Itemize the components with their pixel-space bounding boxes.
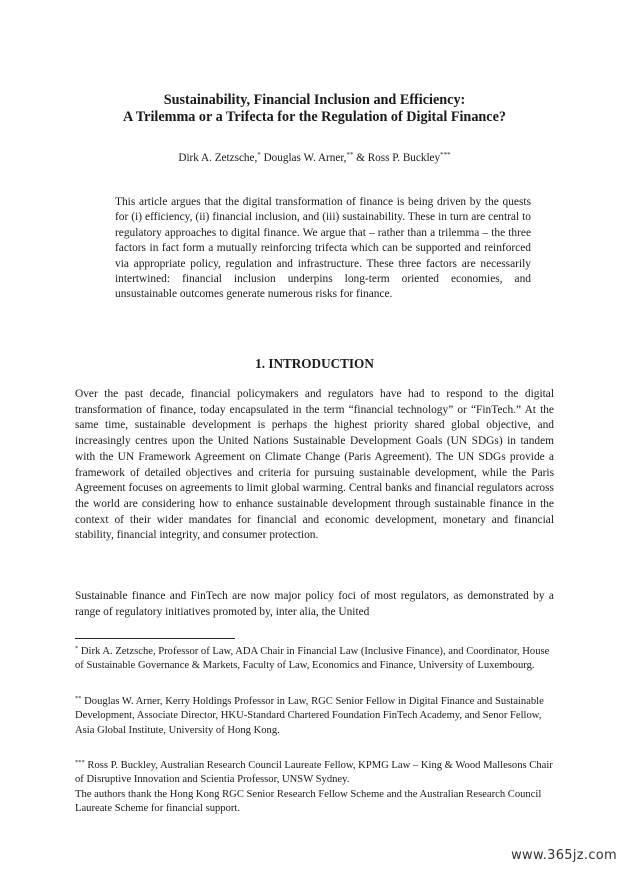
footnote-1 (75, 645, 554, 674)
title-line-2: A Trilemma or a Trifecta for the Regulation of Digital Finance? (122, 109, 506, 125)
footnote-3-mark: *** (75, 759, 85, 766)
footnote-1-text: Dirk A. Zetzsche, Professor of Law, ADA Chair in Financial Law (Inclusive Finance), and Coordinator, House of Sustainable Governance & Markets, Faculty of Law, Economics and Finance, University of Luxembourg. (75, 646, 550, 672)
body-paragraph-2: Sustainable finance and FinTech are now major policy foci of most regulators, as demonstrated by a range of regulatory initiatives promoted by, inter alia, the United (75, 590, 554, 618)
author-buckley: & Ross P. Buckley (353, 152, 441, 164)
author-arner: Douglas W. Arner, (260, 152, 347, 164)
footnote-mark-2: ** (346, 151, 354, 159)
title-line-1: Sustainability, Financial Inclusion and Efficiency: (163, 92, 466, 108)
footnote-divider (75, 638, 235, 639)
footnote-mark-1: * (257, 151, 261, 159)
author-zetzsche: Dirk A. Zetzsche, (178, 152, 258, 164)
footnote-3-text: Ross P. Buckley, Australian Research Council Laureate Fellow, KPMG Law – King & Wood Mallesons Chair of Disruptive Innovation and Scientia Professor, UNSW Sydney. (75, 760, 553, 786)
section-heading-introduction: 1. INTRODUCTION (255, 356, 374, 371)
author-line (60, 151, 569, 165)
abstract: This article argues that the digital transformation of finance is being driven by the quests for (i) efficiency, (ii) financial inclusion, and (iii) sustainability. These in turn are central to regulatory approaches to digital finance. We argue that – rather than a trilemma – the three factors in fact form a mutually reinforcing trifecta which can be supported and reinforced via appropriate policy, regulation and infrastructure. These three factors are necessarily intertwined: financial inclusion underpins long-term oriented economies, and unsustainable outcomes generate numerous risks for finance. (115, 196, 531, 301)
footnote-1-mark: * (75, 645, 79, 652)
footnote-2 (75, 695, 554, 738)
footnote-mark-3: *** (440, 151, 451, 159)
footnote-3 (75, 759, 554, 788)
footnote-acknowledgement: The authors thank the Hong Kong RGC Senior Research Fellow Scheme and the Australian Research Council Laureate Scheme for financial support. (75, 789, 542, 815)
paper-title (60, 92, 569, 126)
footnote-2-mark: ** (75, 695, 82, 702)
footnote-2-text: Douglas W. Arner, Kerry Holdings Professor in Law, RGC Senior Fellow in Digital Finance and Sustainable Development, Associate Director, HKU-Standard Chartered Foundation FinTech Academy, and Senor Fellow, Asia Global Institute, University of Hong Kong. (75, 696, 544, 736)
site-watermark: www.365jz.com (511, 848, 617, 863)
body-paragraph-1: Over the past decade, financial policymakers and regulators have had to respond to the digital transformation of finance, today encapsulated in the term “financial technology” or “FinTech.” At the same time, sustainable development is perhaps the highest priority shared global objective, and increasingly centres upon the United Nations Sustainable Development Goals (UN SDGs) in tandem with the UN Framework Agreement on Climate Change (Paris Agreement). The UN SDGs provide a framework of detailed objectives and criteria for pursuing sustainable development, while the Paris Agreement focuses on agreements to limit global warming. Central banks and financial regulators across the world are considering how to enhance sustainable development through sustainable finance in the context of their wider mandates for financial and economic development, monetary and financial stability, financial integrity, and consumer protection. (75, 388, 554, 542)
